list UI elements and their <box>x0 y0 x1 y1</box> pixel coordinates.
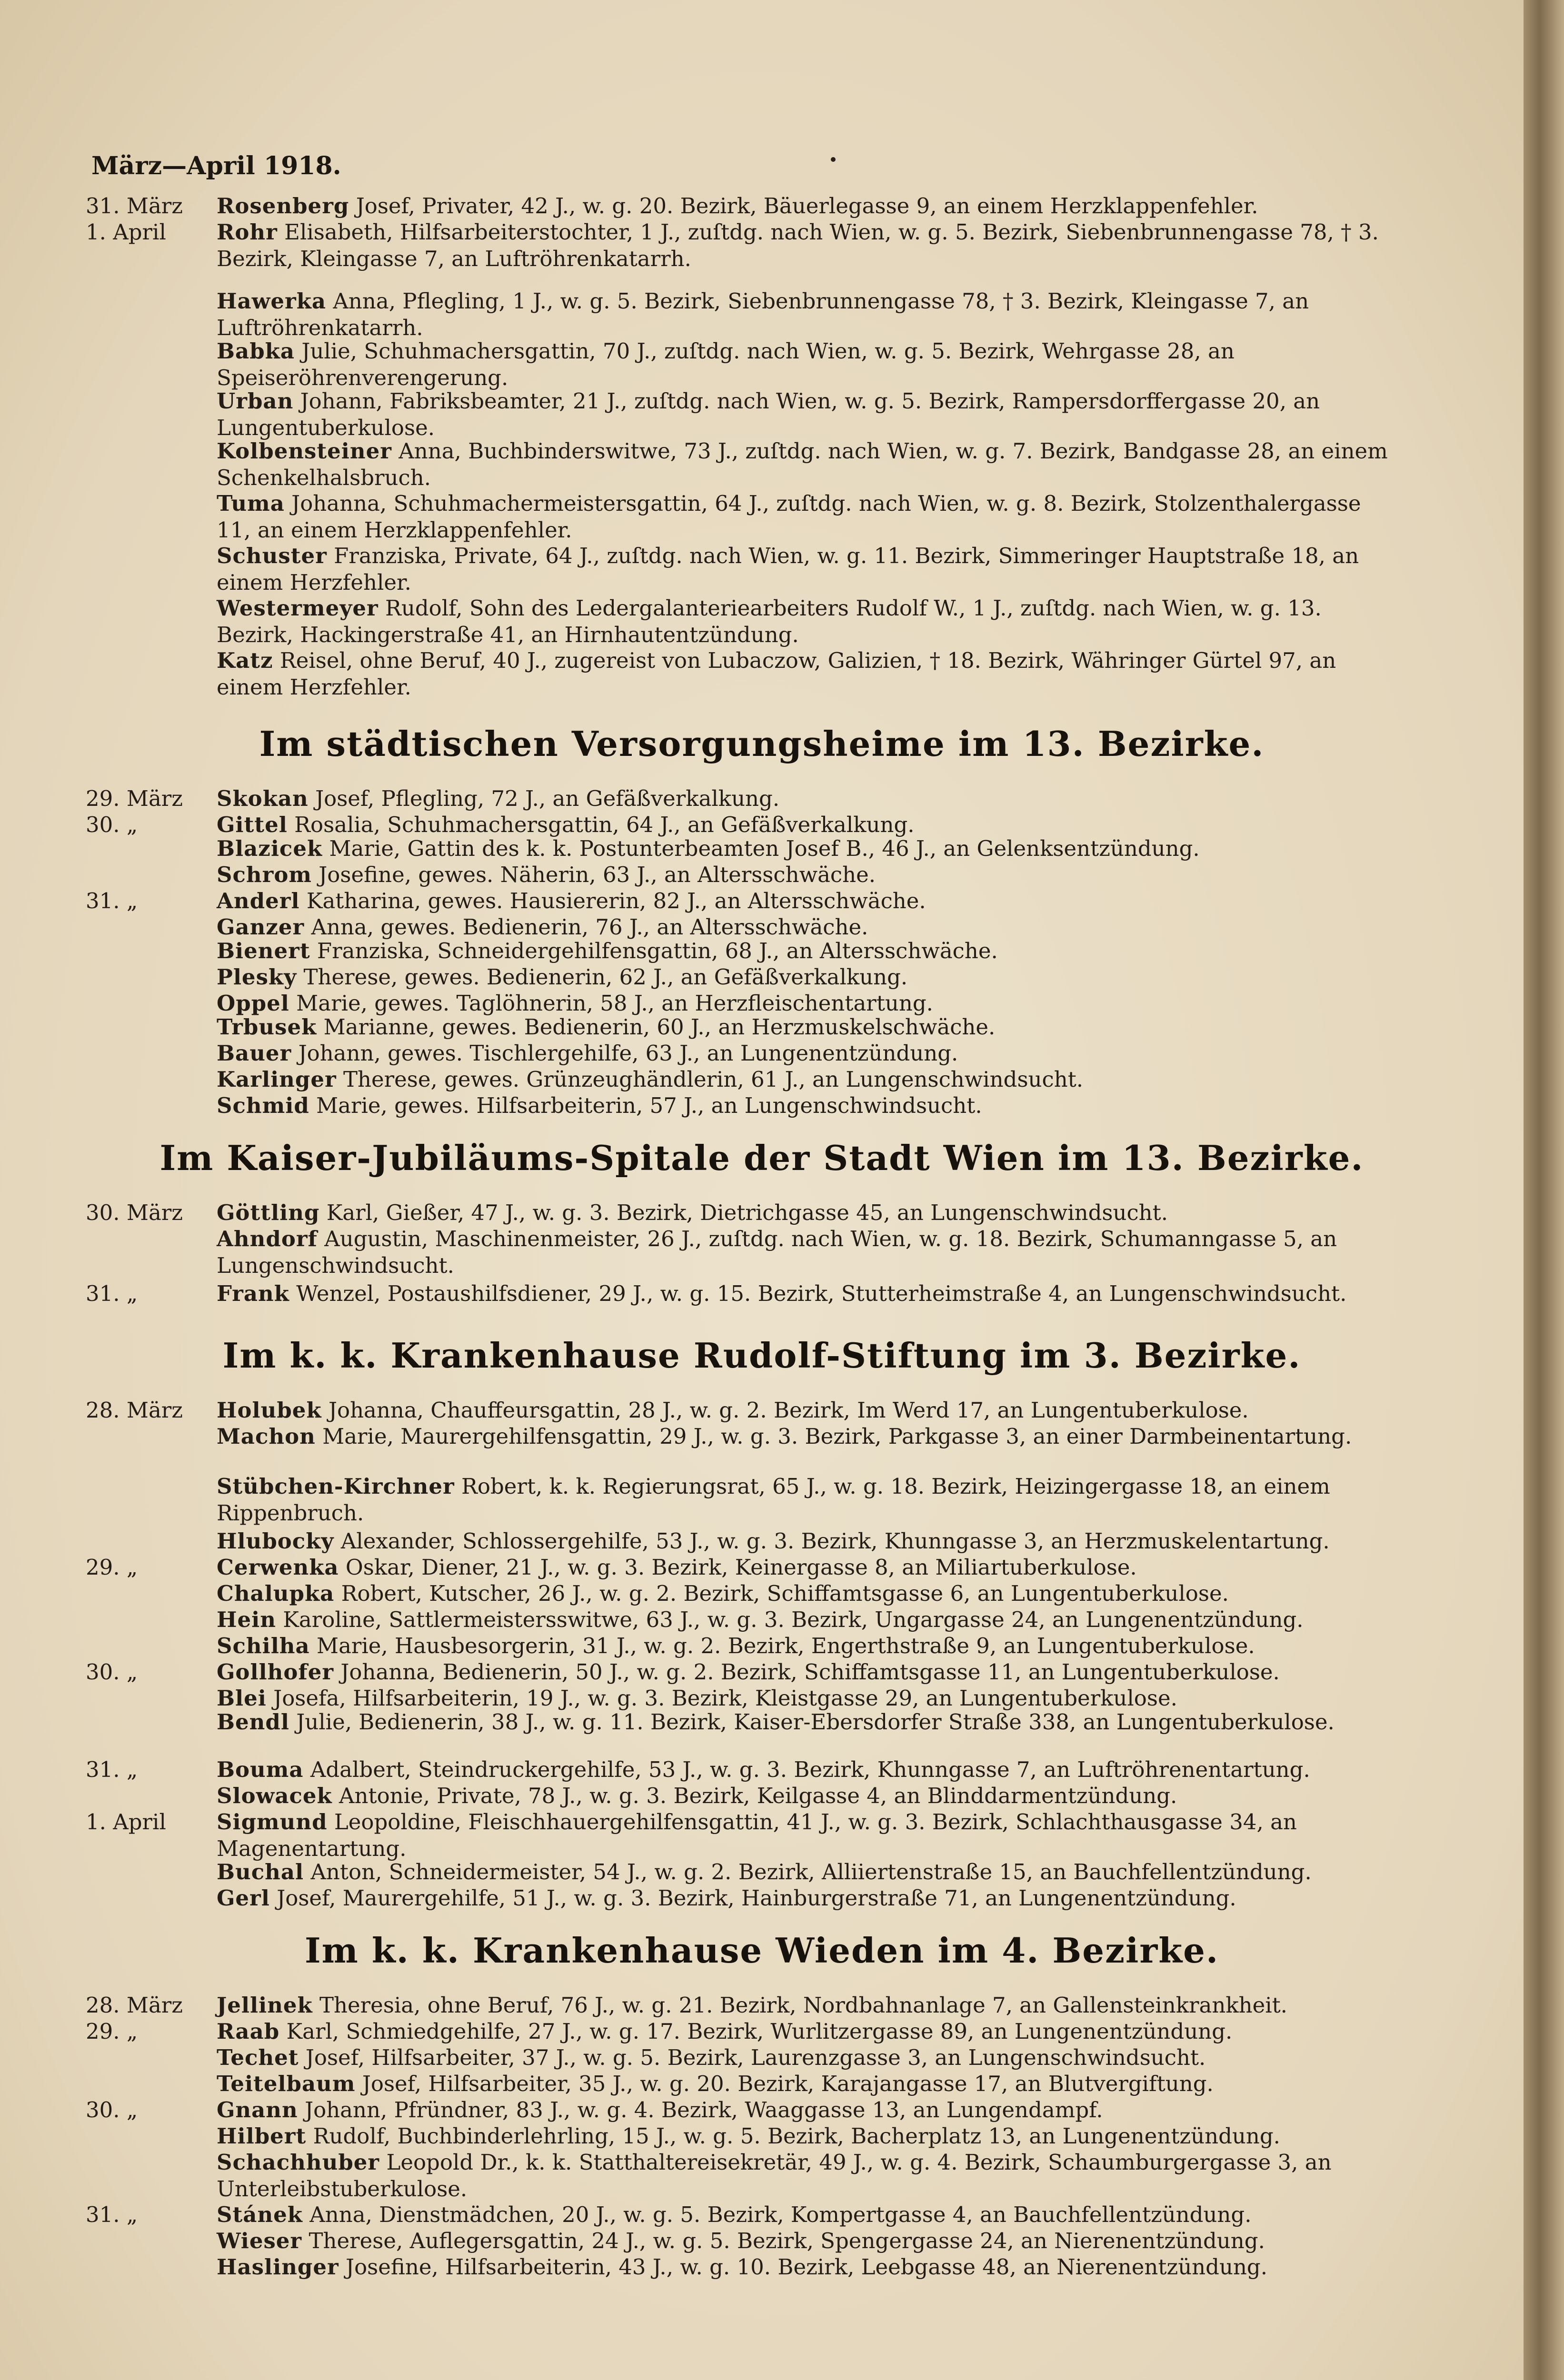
entry-body <box>217 862 1393 888</box>
entry-surname: Tuma <box>217 491 285 516</box>
entry-text: Johanna, Chauffeursgattin, 28 J., w. g. 2. Bezirk, Im Werd 17, an Lungentuberkulose. <box>328 1398 1249 1423</box>
entry-text: Marie, gewes. Hilfsarbeiterin, 57 J., an Lungenschwindsucht. <box>316 1093 982 1118</box>
entry-text: Johanna, Schuhmachermeistersgattin, 64 J., zuſtdg. nach Wien, w. g. 8. Bezirk, Stolzenthalergasse 11, an einem Herzklappenfehler. <box>217 491 1361 543</box>
entry-text: Elisabeth, Hilfsarbeiterstochter, 1 J., zuſtdg. nach Wien, w. g. 5. Bezirk, Siebenbrunnengasse 78, † 3. Bezirk, Kleingasse 7, an Luftröhrenkatarrh. <box>217 219 1379 271</box>
entry-body <box>217 1809 1393 1862</box>
entry-surname: Blei <box>217 1686 267 1711</box>
entry-text: Josef, Hilfsarbeiter, 35 J., w. g. 20. Bezirk, Karajangasse 17, an Blutvergiftung. <box>362 2071 1214 2096</box>
entry-body <box>217 1014 1393 1041</box>
entry-body <box>217 2044 1393 2071</box>
entry-body <box>217 938 1393 964</box>
entry-surname: Schrom <box>217 862 312 887</box>
entry-surname: Stánek <box>217 2202 303 2227</box>
entry-surname: Machon <box>217 1424 316 1449</box>
entry-date: 29. „ <box>86 2019 138 2044</box>
entry-surname: Techet <box>217 2045 299 2070</box>
entry-date: 1. April <box>86 219 166 245</box>
entry-body <box>217 193 1393 219</box>
entry-text: Anna, Dienstmädchen, 20 J., w. g. 5. Bezirk, Kompertgasse 4, an Bauchfellentzündung. <box>309 2202 1252 2227</box>
entry-surname: Holubek <box>217 1398 322 1423</box>
entry-body <box>217 1423 1393 1450</box>
entry-text: Julie, Bedienerin, 38 J., w. g. 11. Bezirk, Kaiser-Ebersdorfer Straße 338, an Lungentuberkulose. <box>296 1709 1335 1735</box>
entry-date: 29. März <box>86 786 183 811</box>
entry-surname: Hawerka <box>217 288 327 314</box>
entry-text: Augustin, Maschinenmeister, 26 J., zuſtdg. nach Wien, w. g. 18. Bezirk, Schumanngasse 5, an Lungenschwindsucht. <box>217 1226 1337 1278</box>
entry-body <box>217 543 1393 596</box>
entry-text: Anton, Schneidermeister, 54 J., w. g. 2. Bezirk, Alliiertenstraße 15, an Bauchfellentzündung. <box>310 1859 1312 1884</box>
entry-body <box>217 1885 1393 1912</box>
entry-surname: Schmid <box>217 1093 309 1118</box>
entry-body <box>217 595 1393 648</box>
entry-body <box>217 1528 1393 1555</box>
ink-dot <box>831 157 836 162</box>
entry-body <box>217 888 1393 914</box>
entry-text: Alexander, Schlossergehilfe, 53 J., w. g. 3. Bezirk, Khunngasse 3, an Herzmuskelentartung. <box>340 1528 1330 1554</box>
entry-body <box>217 2018 1393 2045</box>
entry-body <box>217 2097 1393 2123</box>
entry-body <box>217 1659 1393 1686</box>
entry-text: Josef, Maurergehilfe, 51 J., w. g. 3. Bezirk, Hainburgerstraße 71, an Lungenentzündung. <box>277 1885 1236 1911</box>
entry-text: Anna, Pflegling, 1 J., w. g. 5. Bezirk, Siebenbrunnengasse 78, † 3. Bezirk, Kleingasse 7, an Luftröhrenkatarrh. <box>217 288 1309 340</box>
entry-body <box>217 438 1393 491</box>
entry-body <box>217 2123 1393 2150</box>
entry-body <box>217 1859 1393 1885</box>
entry-date: 31. „ <box>86 1757 138 1782</box>
entry-date: 1. April <box>86 1809 166 1835</box>
section-heading: Im Kaiser-Jubiläums-Spitale der Stadt Wien im 13. Bezirke. <box>159 1138 1364 1178</box>
entry-body <box>217 1280 1393 1307</box>
section-heading: Im städtischen Versorgungsheime im 13. Bezirke. <box>259 724 1265 764</box>
entry-body <box>217 490 1393 544</box>
page-header: März—April 1918. <box>91 151 341 180</box>
entry-body <box>217 964 1393 991</box>
entry-body <box>217 1397 1393 1424</box>
entry-body <box>217 1992 1393 2019</box>
entry-body <box>217 1092 1393 1119</box>
entry-surname: Frank <box>217 1281 289 1306</box>
entry-surname: Kolbensteiner <box>217 438 392 464</box>
entry-body <box>217 338 1393 391</box>
entry-date: 28. März <box>86 1993 183 2018</box>
entry-text: Robert, k. k. Regierungsrat, 65 J., w. g. 18. Bezirk, Heizingergasse 18, an einem Rippenbruch. <box>217 1474 1330 1526</box>
section-heading: Im k. k. Krankenhause Rudolf-Stiftung im 3. Bezirke. <box>222 1335 1301 1376</box>
entry-body <box>217 2202 1393 2228</box>
entry-surname: Raab <box>217 2019 280 2044</box>
entry-surname: Karlinger <box>217 1067 337 1092</box>
entry-surname: Schuster <box>217 543 327 568</box>
entry-text: Rudolf, Sohn des Ledergalanteriearbeiters Rudolf W., 1 J., zuſtdg. nach Wien, w. g. 13. Bezirk, Hackingerstraße 41, an Hirnhautentzündung. <box>217 595 1322 647</box>
entry-text: Antonie, Private, 78 J., w. g. 3. Bezirk, Keilgasse 4, an Blinddarmentzündung. <box>339 1783 1177 1808</box>
entry-date: 30. März <box>86 1200 183 1225</box>
entry-surname: Schachhuber <box>217 2150 380 2175</box>
entry-surname: Slowacek <box>217 1783 332 1808</box>
entry-text: Josef, Hilfsarbeiter, 37 J., w. g. 5. Bezirk, Laurenzgasse 3, an Lungenschwindsucht. <box>305 2045 1206 2070</box>
entry-text: Franziska, Schneidergehilfensgattin, 68 J., an Altersschwäche. <box>317 938 998 963</box>
entry-text: Theresia, ohne Beruf, 76 J., w. g. 21. Bezirk, Nordbahnanlage 7, an Gallensteinkrankheit. <box>319 1993 1287 2018</box>
entry-text: Marie, Gattin des k. k. Postunterbeamten Josef B., 46 J., an Gelenksentzündung. <box>329 836 1200 861</box>
entry-text: Leopold Dr., k. k. Statthaltereisekretär, 49 J., w. g. 4. Bezirk, Schaumburgergasse 3, an Unterleibstuberkulose. <box>217 2150 1332 2202</box>
entry-date: 30. „ <box>86 1659 138 1685</box>
entry-surname: Trbusek <box>217 1014 317 1040</box>
entry-body <box>217 2228 1393 2254</box>
entry-surname: Gollhofer <box>217 1659 334 1685</box>
entry-surname: Schilha <box>217 1633 310 1658</box>
entry-body <box>217 219 1393 272</box>
entry-text: Franziska, Private, 64 J., zuſtdg. nach Wien, w. g. 11. Bezirk, Simmeringer Hauptstraße 18, an einem Herzfehler. <box>217 543 1359 595</box>
entry-body <box>217 2149 1393 2202</box>
entry-text: Anna, Buchbinderswitwe, 73 J., zuſtdg. nach Wien, w. g. 7. Bezirk, Bandgasse 28, an einem Schenkelhalsbruch. <box>217 438 1388 490</box>
entry-date: 31. „ <box>86 888 138 913</box>
entry-surname: Gerl <box>217 1885 270 1911</box>
entry-body <box>217 990 1393 1017</box>
entry-text: Karoline, Sattlermeistersswitwe, 63 J., w. g. 3. Bezirk, Ungargasse 24, an Lungenentzündung. <box>283 1607 1304 1632</box>
entry-surname: Hilbert <box>217 2123 307 2149</box>
entry-text: Josefine, Hilfsarbeiterin, 43 J., w. g. 10. Bezirk, Leebgasse 48, an Nierenentzündung. <box>346 2254 1268 2280</box>
entry-text: Oskar, Diener, 21 J., w. g. 3. Bezirk, Keinergasse 8, an Miliartuberkulose. <box>345 1555 1137 1580</box>
entry-body <box>217 1783 1393 1809</box>
entry-body <box>217 1066 1393 1093</box>
entry-date: 28. März <box>86 1398 183 1423</box>
entry-surname: Babka <box>217 338 295 364</box>
page-edge <box>1524 0 1564 2380</box>
entry-surname: Westermeyer <box>217 595 379 621</box>
entry-surname: Bauer <box>217 1041 292 1066</box>
entry-text: Josef, Pflegling, 72 J., an Gefäßverkalkung. <box>315 786 780 811</box>
entry-text: Rudolf, Buchbinderlehrling, 15 J., w. g. 5. Bezirk, Bacherplatz 13, an Lungenentzündung. <box>313 2123 1280 2149</box>
entry-text: Marie, gewes. Taglöhnerin, 58 J., an Herzfleischentartung. <box>296 991 933 1016</box>
entry-date: 30. „ <box>86 812 138 837</box>
entry-text: Robert, Kutscher, 26 J., w. g. 2. Bezirk, Schiffamtsgasse 6, an Lungentuberkulose. <box>341 1581 1229 1606</box>
entry-body <box>217 1685 1393 1712</box>
entry-surname: Haslinger <box>217 2254 339 2280</box>
entry-date: 31. März <box>86 193 183 218</box>
entry-text: Josefine, gewes. Näherin, 63 J., an Altersschwäche. <box>319 862 876 887</box>
entry-text: Karl, Schmiedgehilfe, 27 J., w. g. 17. Bezirk, Wurlitzergasse 89, an Lungenentzündung. <box>286 2019 1233 2044</box>
entry-text: Therese, gewes. Bedienerin, 62 J., an Gefäßverkalkung. <box>303 964 908 990</box>
entry-surname: Bienert <box>217 938 310 963</box>
entry-date: 30. „ <box>86 2097 138 2122</box>
entry-text: Marie, Hausbesorgerin, 31 J., w. g. 2. Bezirk, Engerthstraße 9, an Lungentuberkulose. <box>317 1633 1255 1658</box>
entry-text: Katharina, gewes. Hausiererin, 82 J., an Altersschwäche. <box>306 888 926 913</box>
entry-surname: Göttling <box>217 1200 320 1225</box>
entry-text: Leopoldine, Fleischhauergehilfensgattin, 41 J., w. g. 3. Bezirk, Schlachthausgasse 34, an Magenentartung. <box>217 1809 1297 1861</box>
entry-surname: Urban <box>217 388 294 414</box>
entry-surname: Ahndorf <box>217 1226 318 1251</box>
entry-date: 31. „ <box>86 2202 138 2227</box>
entry-body <box>217 1756 1393 1783</box>
entry-surname: Gittel <box>217 812 288 837</box>
entry-body <box>217 1606 1393 1633</box>
entry-text: Karl, Gießer, 47 J., w. g. 3. Bezirk, Dietrichgasse 45, an Lungenschwindsucht. <box>326 1200 1168 1225</box>
entry-text: Julie, Schuhmachersgattin, 70 J., zuſtdg. nach Wien, w. g. 5. Bezirk, Wehrgasse 28, an Speiseröhrenverengerung. <box>217 338 1235 390</box>
entry-text: Anna, gewes. Bedienerin, 76 J., an Altersschwäche. <box>311 914 868 940</box>
entry-body <box>217 1554 1393 1581</box>
entry-body <box>217 1040 1393 1067</box>
entry-text: Wenzel, Postaushilfsdiener, 29 J., w. g. 15. Bezirk, Stutterheimstraße 4, an Lungenschwindsucht. <box>296 1281 1347 1306</box>
entry-text: Therese, gewes. Grünzeughändlerin, 61 J., an Lungenschwindsucht. <box>343 1067 1084 1092</box>
entry-text: Josef, Privater, 42 J., w. g. 20. Bezirk, Bäuerlegasse 9, an einem Herzklappenfehler. <box>356 193 1258 218</box>
entry-surname: Rohr <box>217 219 278 245</box>
entry-body <box>217 388 1393 441</box>
entry-text: Johann, Pfründner, 83 J., w. g. 4. Bezirk, Waaggasse 13, an Lungendampf. <box>305 2097 1103 2122</box>
entry-body <box>217 1580 1393 1607</box>
entry-text: Johanna, Bedienerin, 50 J., w. g. 2. Bezirk, Schiffamtsgasse 11, an Lungentuberkulose. <box>340 1659 1280 1685</box>
entry-date: 31. „ <box>86 1281 138 1306</box>
entry-text: Therese, Auflegersgattin, 24 J., w. g. 5. Bezirk, Spengergasse 24, an Nierenentzündung. <box>309 2228 1265 2253</box>
entry-surname: Hlubocky <box>217 1528 334 1554</box>
entry-surname: Teitelbaum <box>217 2071 356 2096</box>
entry-date: 29. „ <box>86 1555 138 1580</box>
entry-text: Reisel, ohne Beruf, 40 J., zugereist von Lubaczow, Galizien, † 18. Bezirk, Währinger Gürtel 97, an einem Herzfehler. <box>217 648 1336 700</box>
entry-body <box>217 812 1393 838</box>
entry-surname: Blazicek <box>217 836 323 861</box>
entry-surname: Cerwenka <box>217 1555 339 1580</box>
entry-body <box>217 2071 1393 2097</box>
entry-text: Johann, Fabriksbeamter, 21 J., zuſtdg. nach Wien, w. g. 5. Bezirk, Rampersdorffergasse 20, an Lungentuberkulose. <box>217 388 1320 440</box>
entry-body <box>217 1226 1393 1279</box>
entry-body <box>217 288 1393 341</box>
entry-body <box>217 647 1393 701</box>
entry-surname: Chalupka <box>217 1581 335 1606</box>
entry-text: Adalbert, Steindruckergehilfe, 53 J., w. g. 3. Bezirk, Khunngasse 7, an Luftröhrenentartung. <box>310 1757 1310 1782</box>
entry-surname: Hein <box>217 1607 276 1632</box>
entry-surname: Jellinek <box>217 1993 313 2018</box>
entry-surname: Buchal <box>217 1859 304 1884</box>
entry-surname: Katz <box>217 648 273 673</box>
entry-body <box>217 1473 1393 1527</box>
entry-body <box>217 835 1393 862</box>
entry-text: Marie, Maurergehilfensgattin, 29 J., w. g. 3. Bezirk, Parkgasse 3, an einer Darmbeinentartung. <box>322 1424 1352 1449</box>
entry-text: Johann, gewes. Tischlergehilfe, 63 J., an Lungenentzündung. <box>298 1041 958 1066</box>
entry-surname: Plesky <box>217 964 297 990</box>
entry-surname: Ganzer <box>217 914 305 940</box>
entry-text: Marianne, gewes. Bedienerin, 60 J., an Herzmuskelschwäche. <box>323 1014 996 1040</box>
entry-text: Josefa, Hilfsarbeiterin, 19 J., w. g. 3. Bezirk, Kleistgasse 29, an Lungentuberkulose. <box>273 1686 1177 1711</box>
entry-surname: Wieser <box>217 2228 302 2253</box>
entry-surname: Anderl <box>217 888 300 913</box>
entry-body <box>217 2254 1393 2281</box>
entry-text: Rosalia, Schuhmachersgattin, 64 J., an Gefäßverkalkung. <box>294 812 915 837</box>
entry-body <box>217 1633 1393 1659</box>
entry-body <box>217 785 1393 812</box>
entry-surname: Bendl <box>217 1709 289 1735</box>
entry-surname: Sigmund <box>217 1809 328 1835</box>
entry-surname: Skokan <box>217 786 309 811</box>
entry-body <box>217 1200 1393 1226</box>
entry-body <box>217 914 1393 941</box>
entry-surname: Rosenberg <box>217 193 349 218</box>
section-heading: Im k. k. Krankenhause Wieden im 4. Bezirke. <box>304 1930 1219 1971</box>
entry-surname: Stübchen-Kirchner <box>217 1474 455 1499</box>
entry-surname: Gnann <box>217 2097 298 2122</box>
entry-body <box>217 1709 1393 1735</box>
entry-surname: Oppel <box>217 991 289 1016</box>
entry-surname: Bouma <box>217 1757 304 1782</box>
